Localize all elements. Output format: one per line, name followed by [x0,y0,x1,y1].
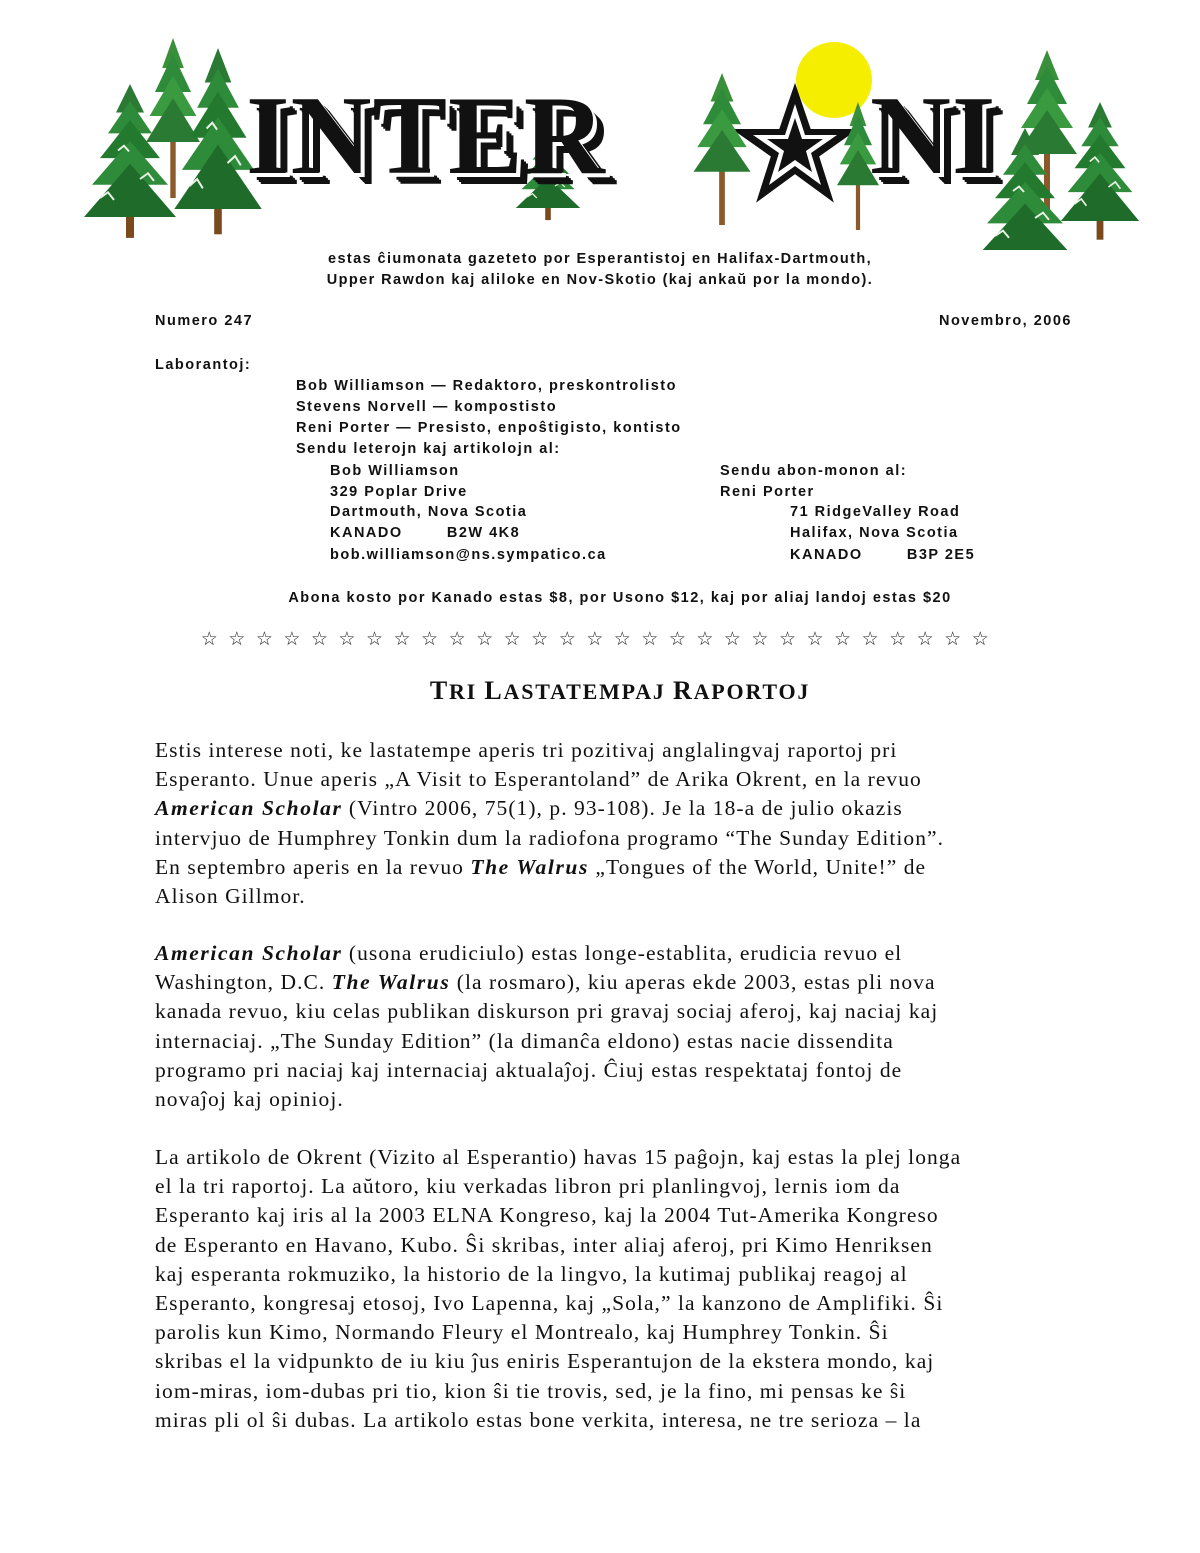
title-part: R [673,676,694,705]
subscription-heading: Sendu abon-monon al: [720,463,908,479]
publication-title: The Walrus [331,970,451,995]
article-paragraph-3 [155,1143,1090,1435]
star-divider: ☆☆☆☆☆☆☆☆☆☆☆☆☆☆☆☆☆☆☆☆☆☆☆☆☆☆☆☆☆ [200,629,1000,650]
subscription-cost: Abona kosto por Kanado estas $8, por Usono $12, kaj por aliaj landoj estas $20 [288,590,952,606]
text-line: Esperanto, kongresaj etosoj, Ivo Lapenna, kaj „Sola,” la kanzono de Amplifiki. Ŝi [155,1291,944,1316]
publication-title: American Scholar [155,796,343,821]
subscription-address-line: KANADO B3P 2E5 [790,547,976,563]
title-part: ASTATEMPAJ [503,679,674,704]
title-part: L [484,676,504,705]
letters-address-line: KANADO B2W 4K8 [330,525,521,541]
text-line: Washington, D.C. The Walrus (la rosmaro), kiu aperas ekde 2003, estas pli nova [155,970,936,995]
publication-title: The Walrus [470,854,589,879]
subscription-address-line: 71 RidgeValley Road [790,504,961,520]
issue-date: Novembro, 2006 [938,313,1072,329]
staff-heading: Laborantoj: [155,357,252,373]
text-line: Esperanto. Unue aperis „A Visit to Esperantoland” de Arika Okrent, en la revuo [155,767,922,792]
text-line: skribas el la vidpunkto de iu kiu ĵus eniris Esperantujon de la ekstera mondo, kaj [155,1349,935,1374]
tagline-line-1: estas ĉiumonata gazeteto por Esperantistoj en Halifax-Dartmouth, [327,251,873,267]
masthead-title-left: INTER [246,74,606,198]
staff-line: Sendu leterojn kaj artikolojn al: [296,441,561,457]
title-part: T [429,676,449,705]
text-line: internaciaj. „The Sunday Edition” (la dimanĉa eldono) estas nacie dissendita [155,1028,894,1053]
letters-address-line: Dartmouth, Nova Scotia [330,504,528,520]
publication-title: American Scholar [155,941,343,965]
pine-tree-icon [694,73,751,225]
masthead-title-right: NI [870,74,997,198]
text-line: programo pri naciaj kaj internaciaj aktualaĵoj. Ĉiuj estas respektataj fontoj de [155,1057,903,1082]
text-line: de Esperanto en Havano, Kubo. Ŝi skribas, inter aliaj aferoj, pri Kimo Henriksen [155,1232,933,1257]
text-line: kanada revuo, kiu celas publikan diskurson pri gravaj sociaj aferoj, kaj naciaj kaj [155,999,939,1024]
letters-address-line: 329 Poplar Drive [330,484,468,500]
text-line: iom-miras, iom-dubas pri tio, kion ŝi tie trovis, sed, je la fino, mi pensas ke ŝi [155,1378,907,1403]
text-line: parolis kun Kimo, Normando Fleury el Montrealo, kaj Humphrey Tonkin. Ŝi [155,1320,889,1345]
text-line: Alison Gillmor. [155,884,306,909]
subscription-address-line: Halifax, Nova Scotia [790,525,959,541]
masthead [0,0,1200,250]
text-line: Esperanto kaj iris al la 2003 ELNA Kongreso, kaj la 2004 Tut-Amerika Kongreso [155,1203,939,1228]
editor-email: bob.williamson@ns.sympatico.ca [330,547,607,563]
letters-address-line: Bob Williamson [330,463,460,479]
staff-line: Stevens Norvell — kompostisto [296,399,558,415]
text-line: el la tri raportoj. La aŭtoro, kiu verkadas libron pri planlingvoj, lernis iom da [155,1174,901,1199]
title-part: RI [448,679,485,704]
text-line: novaĵoj kaj opinioj. [155,1087,344,1112]
sun-icon [796,42,872,118]
text-line: La artikolo de Okrent (Vizito al Esperantio) havas 15 paĝojn, kaj estas la plej longa [155,1145,962,1169]
text-line: kaj esperanta rokmuziko, la historio de la lingvo, la kutimaj publikaj reagoj al [155,1261,908,1286]
staff-line: Reni Porter — Presisto, enpoŝtigisto, kontisto [296,420,682,436]
title-part: APORTOJ [693,679,811,704]
tagline-line-2: Upper Rawdon kaj aliloke en Nov-Skotio (kaj ankaŭ por la mondo). [326,272,874,288]
article-paragraph-1 [155,736,1090,911]
text-line: En septembro aperis en la revuo The Walrus „Tongues of the World, Unite!” de [155,854,927,879]
text-line: Estis interese noti, ke lastatempe aperis tri pozitivaj anglalingvaj raportoj pri [155,738,898,762]
issue-number: Numero 247 [155,313,254,329]
article-title [0,676,1200,706]
subscription-name: Reni Porter [720,484,815,500]
article-paragraph-2 [155,939,1090,1114]
pine-tree-icon [1061,102,1139,240]
text-line: miras pli ol ŝi dubas. La artikolo estas bone verkita, interesa, ne tre serioza – la [155,1407,922,1432]
text-line: intervjuo de Humphrey Tonkin dum la radiofona programo “The Sunday Edition”. [155,825,945,850]
text-line: American Scholar (usona erudiciulo) estas longe-establita, erudicia revuo el [155,941,903,965]
staff-line: Bob Williamson — Redaktoro, preskontrolisto [296,378,677,394]
text-line: American Scholar (Vintro 2006, 75(1), p. 93-108). Je la 18-a de julio okazis [155,796,903,821]
